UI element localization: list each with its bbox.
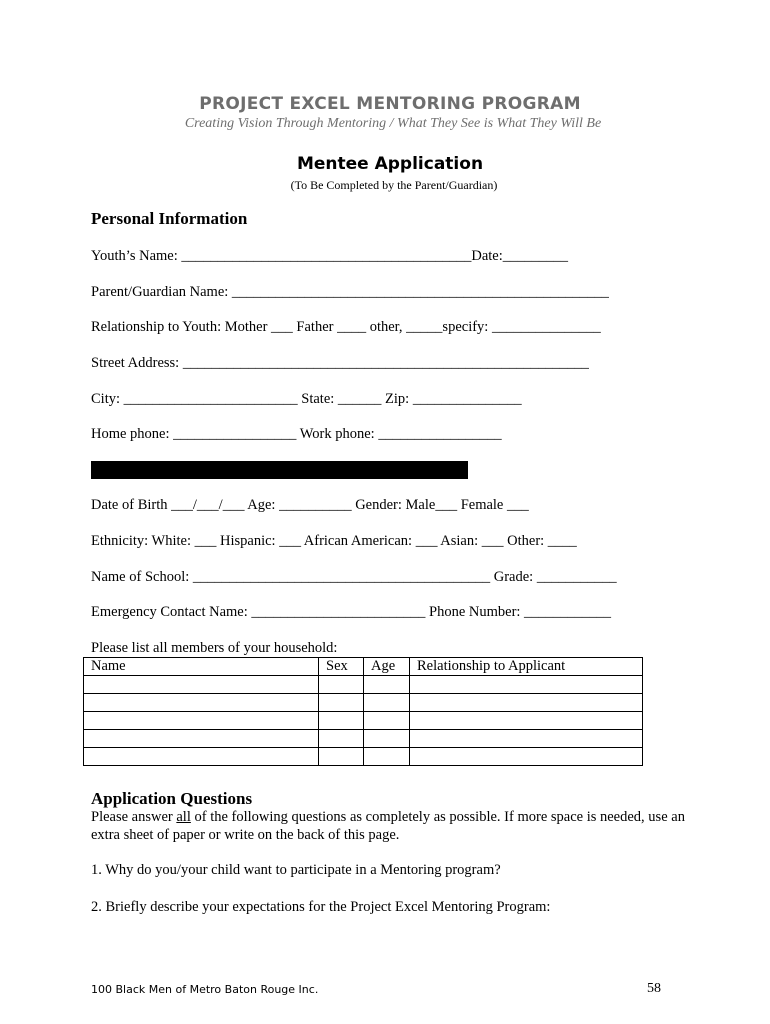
cell-age[interactable] <box>364 694 410 712</box>
cell-relationship[interactable] <box>410 730 643 748</box>
cell-sex[interactable] <box>319 748 364 766</box>
cell-name[interactable] <box>84 676 319 694</box>
program-subtitle: Creating Vision Through Mentoring / What They See is What They Will Be <box>184 116 602 131</box>
table-row <box>84 748 643 766</box>
cell-age[interactable] <box>364 748 410 766</box>
ethnicity-field[interactable]: Ethnicity: White: ___ Hispanic: ___ African American: ___ Asian: ___ Other: ____ <box>91 533 577 549</box>
cell-age[interactable] <box>364 730 410 748</box>
table-row <box>84 676 643 694</box>
street-address-field[interactable]: Street Address: ________________________________________________________ <box>91 355 589 371</box>
phone-fields[interactable]: Home phone: _________________ Work phone: _________________ <box>91 426 502 442</box>
cell-relationship[interactable] <box>410 694 643 712</box>
instructions-paragraph <box>91 808 711 844</box>
youth-name-field[interactable]: Youth’s Name: ________________________________________Date:_________ <box>91 248 569 264</box>
cell-name[interactable] <box>84 748 319 766</box>
header-age: Age <box>364 658 410 676</box>
instructions-emphasis: all <box>176 809 191 825</box>
cell-relationship[interactable] <box>410 676 643 694</box>
cell-relationship[interactable] <box>410 712 643 730</box>
cell-name[interactable] <box>84 694 319 712</box>
program-title: PROJECT EXCEL MENTORING PROGRAM <box>199 94 581 114</box>
instructions-text-end: of the following questions as completely as possible. If more space is needed, use an extra sheet of paper or write on the back of this page. <box>91 809 685 843</box>
cell-sex[interactable] <box>319 694 364 712</box>
cell-relationship[interactable] <box>410 748 643 766</box>
page-number: 58 <box>647 981 661 996</box>
table-row <box>84 730 643 748</box>
redaction-bar <box>91 461 468 479</box>
dob-age-gender-field[interactable]: Date of Birth ___/___/___ Age: __________ Gender: Male___ Female ___ <box>91 497 529 513</box>
relationship-field[interactable]: Relationship to Youth: Mother ___ Father ____ other, _____specify: _______________ <box>91 319 601 335</box>
household-prompt: Please list all members of your household: <box>91 640 338 656</box>
city-state-zip-field[interactable]: City: ________________________ State: ______ Zip: _______________ <box>91 391 522 407</box>
parent-guardian-name-field[interactable]: Parent/Guardian Name: ____________________________________________________ <box>91 284 609 300</box>
application-questions-heading: Application Questions <box>91 789 253 808</box>
table-row <box>84 712 643 730</box>
footer-organization: 100 Black Men of Metro Baton Rouge Inc. <box>91 983 319 996</box>
cell-age[interactable] <box>364 712 410 730</box>
cell-sex[interactable] <box>319 676 364 694</box>
school-grade-field[interactable]: Name of School: _________________________________________ Grade: ___________ <box>91 569 617 585</box>
question-1: 1. Why do you/your child want to participate in a Mentoring program? <box>91 862 501 878</box>
question-2: 2. Briefly describe your expectations for the Project Excel Mentoring Program: <box>91 899 551 915</box>
emergency-contact-field[interactable]: Emergency Contact Name: ________________________ Phone Number: ____________ <box>91 604 612 620</box>
cell-age[interactable] <box>364 676 410 694</box>
header-relationship: Relationship to Applicant <box>410 658 643 676</box>
header-sex: Sex <box>319 658 364 676</box>
cell-name[interactable] <box>84 730 319 748</box>
header-name: Name <box>84 658 319 676</box>
cell-name[interactable] <box>84 712 319 730</box>
household-table <box>83 657 643 766</box>
cell-sex[interactable] <box>319 712 364 730</box>
cell-sex[interactable] <box>319 730 364 748</box>
instructions-text-start: Please answer <box>91 809 177 825</box>
personal-information-heading: Personal Information <box>91 209 248 228</box>
form-title: Mentee Application <box>296 154 484 174</box>
table-row <box>84 694 643 712</box>
form-note: (To Be Completed by the Parent/Guardian) <box>290 178 498 192</box>
household-header-row <box>84 658 643 676</box>
